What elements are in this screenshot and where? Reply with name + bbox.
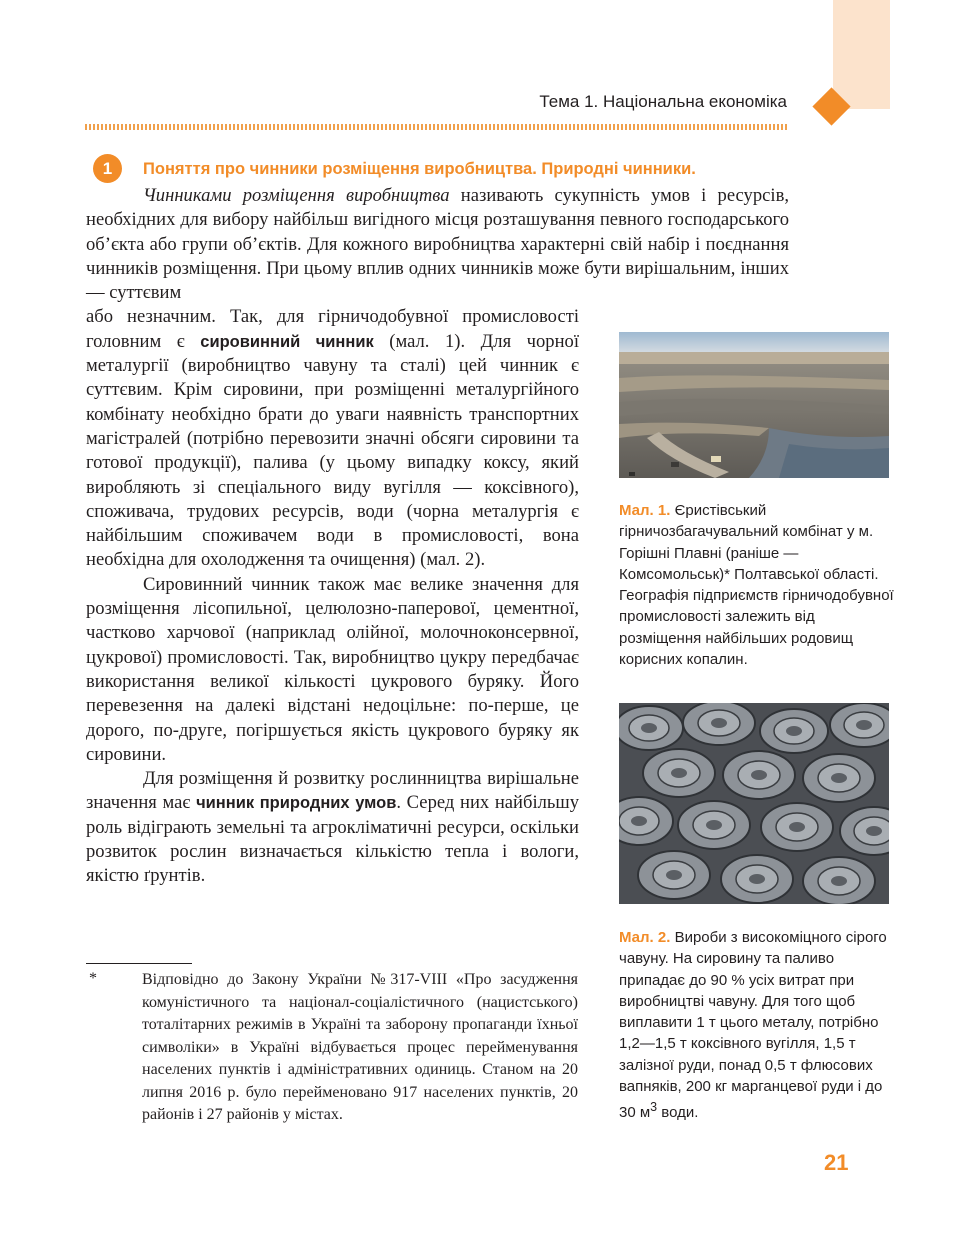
figure-2-label: Мал. 2. — [619, 929, 671, 946]
paragraph-3-text-after: . Серед них найбільшу роль відіграють земельні та агрокліматичні ресурси, оскільки розвиток рослин визначається кількістю тепла і вологи, якістю ґрунтів. — [86, 792, 579, 887]
paragraph-3 — [86, 767, 579, 888]
term-raw-material-factor: сировинний чинник — [200, 332, 374, 351]
paragraph-3-text-before: Для розміщення й розвитку рослинництва вирішальне значення має — [86, 768, 579, 814]
figure-1-caption-text: Єристівський гірничозбагачувальний комбінат у м. Горішні Плавні (раніше — Комсомольськ)* Полтавської області. Географія підприємств гірничодобувної промисловості залежить від розміщення найбільших родовищ корисних копалин. — [619, 502, 894, 669]
paragraph-2: Сировинний чинник також має велике значення для розміщення лісопильної, целюлозно-паперової, цементної, частково харчової (наприклад олійної, молочноконсервної, цукрової) промисловості. Так, виробництво цукру передбачає використання великої кількості цукрового буряку. Його перевезення на далекі відстані недоцільне: по-перше, це дорого, по-друге, погіршується якість цукрового буряку як сировини. — [86, 573, 579, 765]
footnote-rule — [86, 963, 192, 964]
footnote-text: Відповідно до Закону України №317-VIII «Про засудження комуністичного та націонал-соціалістичного (нацистського) тоталітарних режимів в Україні та заборону пропаганди їхньої символіки» в Україні відбувається процес перейменування населених пунктів і адміністративних одиниць. Станом на 20 липня 2016 р. було перейменовано 917 населених пунктів, 20 районів і 27 районів у містах. — [142, 971, 578, 1123]
quarry-photo — [619, 332, 889, 478]
figure-2-caption-end: води. — [657, 1104, 699, 1122]
paragraph-1b-text-before: або незначним. Так, для гірничодобувної промисловості головним є — [86, 306, 579, 352]
header-title: Тема 1. Національна економіка — [539, 92, 787, 111]
figure-2-caption — [619, 927, 895, 1124]
header-dotted-rule — [85, 124, 788, 130]
paragraph-1 — [86, 184, 789, 305]
figure-2-superscript: 3 — [650, 1100, 658, 1115]
section-title: Поняття про чинники розміщення виробництва. Природні чинники. — [143, 160, 696, 178]
figure-1-caption — [619, 500, 895, 670]
section-number-badge: 1 — [93, 154, 122, 183]
cast-iron-products-photo — [619, 703, 889, 904]
figure-1-label: Мал. 1. — [619, 502, 671, 519]
footnote-mark: * — [89, 970, 97, 987]
chapter-tab — [833, 0, 890, 109]
figure-2-caption-text: Вироби з високоміцного сірого чавуну. На сировину та паливо припадає до 90 % усіх витрат при виробництві чавуну. Для того щоб виплавити 1 т цього металу, потрібно 1,2—1,5 т коксівного вугілля, 1,5 т залізної руди, понад 0,5 т флюсових вапняків, 200 кг марганцевої руди і до 30 м — [619, 929, 887, 1122]
paragraph-1-text: називають сукупність умов і ресурсів, необхідних для вибору найбільш вигідного місця розташування певного господарського об’єкта або групи об’єктів. Для кожного виробництва характерні свій набір і поєднання чинників розміщення. При цьому вплив одних чинників може бути вирішальним, інших — суттєвим — [86, 185, 789, 304]
paragraph-1-continued — [86, 305, 579, 572]
paragraph-1b-text-after: (мал. 1). Для чорної металургії (виробництво чавуну та сталі) цей чинник є суттєвим. Крім сировини, при розміщенні металургійного комбінату необхідно брати до уваги наявність транспортних магістралей (потрібно перевозити значні обсяги сировини та готової продукції), палива (у цьому випадку коксу, який виробляють зі спеціального виду вугілля — коксівного), споживача, трудових ресурсів, води (чорна металургія є найбільшим споживачем води в промисловості, вона необхідна для охолодження та очищення) (мал. 2). — [86, 330, 580, 571]
page-number: 21 — [824, 1150, 849, 1175]
term-natural-conditions-factor: чинник природних умов — [196, 794, 397, 813]
section-heading — [86, 158, 789, 184]
term-factors: Чинниками розміщення виробництва — [143, 185, 450, 206]
